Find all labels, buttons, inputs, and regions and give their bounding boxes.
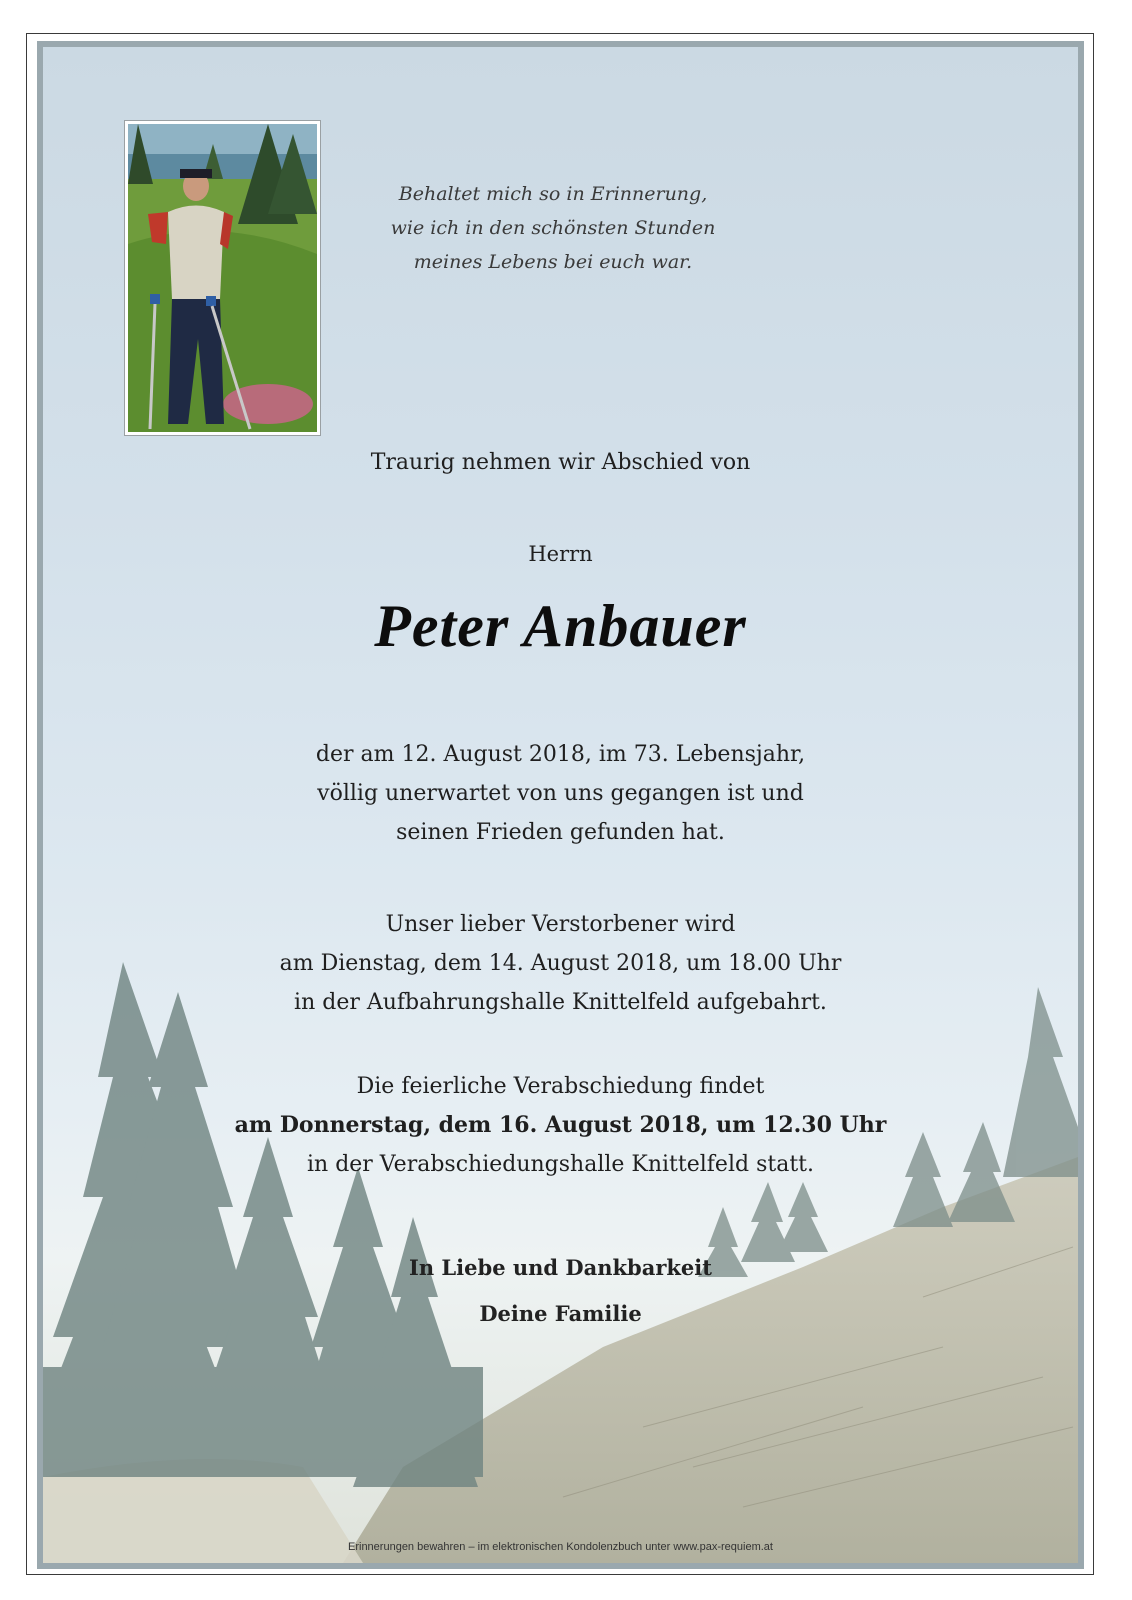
hiker-photo-image [128,124,317,432]
obituary-card [37,41,1084,1569]
viewing-info [43,905,1078,1022]
ceremony-date: am Donnerstag, dem 16. August 2018, um 12.30 Uhr [234,1112,887,1138]
death-notice-line: der am 12. August 2018, im 73. Lebensjahr, [315,742,806,767]
quote-line: wie ich in den schönsten Stunden [390,217,716,239]
ceremony-line: in der Verabschiedungshalle Knittelfeld statt. [307,1152,814,1177]
closing-line: In Liebe und Dankbarkeit [409,1255,712,1280]
ceremony-info [43,1067,1078,1184]
footer-note: Erinnerungen bewahren – im elektronischen Kondolenzbuch unter www.pax-requiem.at [348,1541,773,1553]
death-notice [43,735,1078,852]
quote-line: meines Lebens bei euch war. [413,251,693,273]
salutation: Herrn [528,542,593,566]
family-signature: Deine Familie [479,1301,642,1326]
viewing-line: am Dienstag, dem 14. August 2018, um 18.00 Uhr [279,951,842,976]
death-notice-line: völlig unerwartet von uns gegangen ist und [317,781,804,806]
viewing-line: in der Aufbahrungshalle Knittelfeld aufgebahrt. [294,990,827,1015]
ceremony-line: Die feierliche Verabschiedung findet [356,1074,765,1099]
deceased-name: Peter Anbauer [374,593,747,659]
memorial-quote [378,177,728,279]
quote-line: Behaltet mich so in Erinnerung, [398,183,708,205]
death-notice-line: seinen Frieden gefunden hat. [396,820,725,845]
intro-text: Traurig nehmen wir Abschied von [370,450,751,475]
portrait-photo [124,120,321,436]
viewing-line: Unser lieber Verstorbener wird [385,912,736,937]
closing [43,1245,1078,1337]
